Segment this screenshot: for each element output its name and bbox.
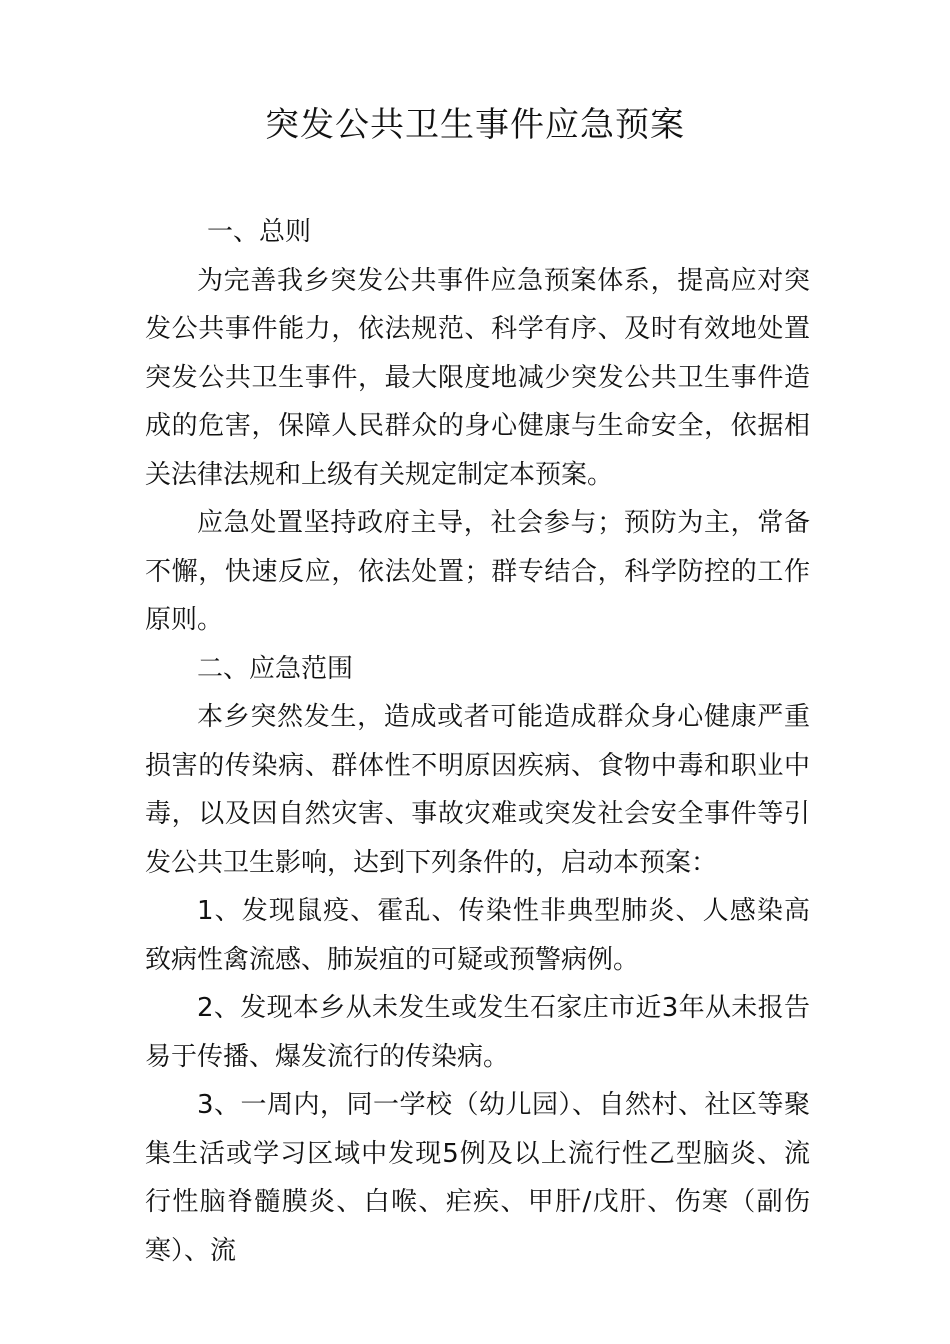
list-item-condition-3: 3、一周内，同一学校（幼儿园）、自然村、社区等聚集生活或学习区域中发现5例及以上流行性乙型脑炎、流行性脑脊髓膜炎、白喉、疟疾、甲肝/戊肝、伤寒（副伤寒）、流	[145, 1090, 810, 1266]
document-body	[145, 208, 810, 1275]
section-heading-scope: 二、应急范围	[197, 653, 354, 684]
list-item-condition-1: 1、发现鼠疫、霍乱、传染性非典型肺炎、人感染高致病性禽流感、肺炭疽的可疑或预警病例。	[145, 896, 810, 975]
list-item-condition-2: 2、发现本乡从未发生或发生石家庄市近3年从未报告易于传播、爆发流行的传染病。	[145, 993, 810, 1072]
paragraph-scope: 本乡突然发生，造成或者可能造成群众身心健康严重损害的传染病、群体性不明原因疾病、食物中毒和职业中毒，以及因自然灾害、事故灾难或突发社会安全事件等引发公共卫生影响，达到下列条件的，启动本预案：	[145, 702, 810, 878]
section-heading-general: 一、总则	[207, 217, 312, 247]
document-title: 突发公共卫生事件应急预案	[265, 105, 685, 145]
paragraph-purpose: 为完善我乡突发公共事件应急预案体系，提高应对突发公共事件能力，依法规范、科学有序、及时有效地处置突发公共卫生事件，最大限度地减少突发公共卫生事件造成的危害，保障人民群众的身心健康与生命安全，依据相关法律法规和上级有关规定制定本预案。	[145, 265, 810, 490]
paragraph-principles: 应急处置坚持政府主导，社会参与；预防为主，常备不懈，快速反应，依法处置；群专结合，科学防控的工作原则。	[145, 508, 810, 635]
